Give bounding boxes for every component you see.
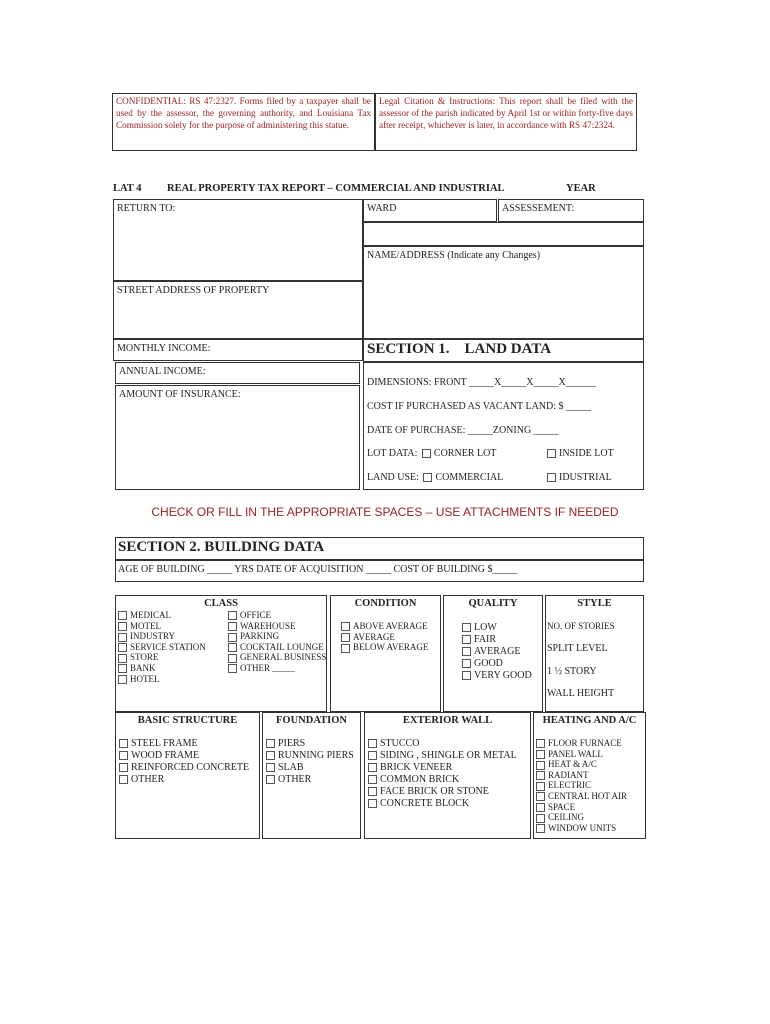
heating-ac-title: HEATING AND A/C: [542, 715, 637, 726]
style-story-field[interactable]: 1 ½ STORY: [547, 666, 597, 677]
monthly-income-label: MONTHLY INCOME:: [117, 343, 211, 354]
checkbox[interactable]: [536, 761, 545, 770]
checkbox[interactable]: [118, 622, 127, 631]
section-1-header: [363, 339, 644, 362]
street-address-label: STREET ADDRESS OF PROPERTY: [117, 285, 270, 296]
year-label: YEAR: [566, 183, 596, 194]
class-left-list: [118, 610, 206, 684]
checkbox[interactable]: [536, 771, 545, 780]
basic-structure-box: [115, 712, 260, 839]
checkbox[interactable]: [118, 675, 127, 684]
basic-structure-list: [119, 738, 249, 786]
inside-lot-label: INSIDE LOT: [559, 448, 614, 459]
annual-income-field[interactable]: [115, 362, 360, 384]
style-stories-field[interactable]: NO. OF STORIES: [547, 621, 615, 631]
section-2-title: SECTION 2. BUILDING DATA: [118, 539, 325, 555]
class-option[interactable]: OFFICE: [228, 610, 326, 621]
foundation-option[interactable]: RUNNING PIERS: [266, 750, 354, 762]
quality-box: [443, 595, 543, 712]
checkbox[interactable]: [118, 654, 127, 663]
inside-lot-checkbox[interactable]: [547, 449, 556, 458]
foundation-title: FOUNDATION: [276, 715, 347, 726]
checkbox[interactable]: [119, 775, 128, 784]
checkbox[interactable]: [118, 633, 127, 642]
class-option[interactable]: INDUSTRY: [118, 631, 206, 642]
style-title: STYLE: [577, 598, 612, 609]
cost-vacant-field[interactable]: COST IF PURCHASED AS VACANT LAND: $ _____: [367, 401, 592, 412]
checkbox[interactable]: [368, 787, 377, 796]
condition-option[interactable]: AVERAGE: [341, 632, 428, 643]
land-use-label: LAND USE:: [367, 472, 419, 483]
checkbox[interactable]: [228, 611, 237, 620]
exterior-wall-list: [368, 738, 517, 810]
condition-option[interactable]: BELOW AVERAGE: [341, 642, 428, 653]
name-address-label: NAME/ADDRESS (Indicate any Changes): [367, 250, 541, 261]
dimensions-field[interactable]: DIMENSIONS: FRONT _____X_____X_____X______: [367, 377, 596, 388]
class-option[interactable]: PARKING: [228, 631, 326, 642]
quality-option[interactable]: GOOD: [462, 658, 532, 670]
condition-box: [330, 595, 441, 712]
legal-citation-notice: Legal Citation & Instructions: This report shall be filed with the assessor of the parish indicated by April 1st or within forty-five days after receipt, whichever is later, in accordance with RS 47:2324.: [375, 93, 637, 151]
checkbox[interactable]: [266, 751, 275, 760]
name-address-field[interactable]: [363, 246, 644, 339]
insurance-field[interactable]: [115, 385, 360, 490]
style-wall-height-field[interactable]: WALL HEIGHT: [547, 688, 615, 699]
checkbox[interactable]: [341, 622, 350, 631]
quality-option[interactable]: VERY GOOD: [462, 670, 532, 682]
industrial-label: IDUSTRIAL: [559, 472, 612, 483]
basic-structure-title: BASIC STRUCTURE: [137, 715, 238, 726]
date-zoning-field[interactable]: DATE OF PURCHASE: _____ZONING _____: [367, 425, 559, 436]
condition-option[interactable]: ABOVE AVERAGE: [341, 621, 428, 632]
heating-ac-option[interactable]: SPACE: [536, 802, 627, 813]
checkbox[interactable]: [368, 775, 377, 784]
heating-ac-option[interactable]: WINDOW UNITS: [536, 823, 627, 834]
heating-ac-option[interactable]: HEAT & A/C: [536, 759, 627, 770]
checkbox[interactable]: [536, 739, 545, 748]
style-box: [545, 595, 644, 712]
heating-ac-list: [536, 738, 627, 833]
land-data-box: [363, 362, 644, 490]
checkbox[interactable]: [118, 611, 127, 620]
checkbox[interactable]: [368, 799, 377, 808]
class-box: [115, 595, 327, 712]
form-id: LAT 4: [113, 183, 142, 194]
exterior-wall-title: EXTERIOR WALL: [402, 715, 493, 726]
lot-data-label: LOT DATA:: [367, 448, 418, 459]
checkbox[interactable]: [341, 644, 350, 653]
heating-ac-option[interactable]: FLOOR FURNACE: [536, 738, 627, 749]
commercial-label: COMMERCIAL: [435, 472, 504, 483]
form-title: REAL PROPERTY TAX REPORT – COMMERCIAL AND INDUSTRIAL: [167, 183, 505, 194]
class-title: CLASS: [204, 598, 238, 609]
return-to-field[interactable]: [113, 199, 363, 281]
class-option[interactable]: MEDICAL: [118, 610, 206, 621]
foundation-list: [266, 738, 354, 786]
checkbox[interactable]: [368, 751, 377, 760]
quality-option[interactable]: LOW: [462, 622, 532, 634]
exterior-wall-box: [364, 712, 531, 839]
basic-structure-option[interactable]: WOOD FRAME: [119, 750, 249, 762]
heating-ac-option[interactable]: CEILING: [536, 812, 627, 823]
foundation-option[interactable]: OTHER: [266, 774, 354, 786]
basic-structure-option[interactable]: OTHER: [119, 774, 249, 786]
building-info-field[interactable]: AGE OF BUILDING _____ YRS DATE OF ACQUISITION _____ COST OF BUILDING $_____: [118, 564, 518, 575]
assessment-field[interactable]: [498, 199, 644, 222]
checkbox[interactable]: [462, 671, 471, 680]
checkbox[interactable]: [118, 643, 127, 652]
checkbox[interactable]: [536, 782, 545, 791]
heating-ac-option[interactable]: ELECTRIC: [536, 780, 627, 791]
quality-option[interactable]: FAIR: [462, 634, 532, 646]
corner-lot-checkbox[interactable]: [422, 449, 431, 458]
checkbox[interactable]: [536, 750, 545, 759]
building-info-row: [115, 560, 644, 582]
exterior-wall-option[interactable]: STUCCO: [368, 738, 517, 750]
checkbox[interactable]: [536, 803, 545, 812]
checkbox[interactable]: [228, 633, 237, 642]
corner-lot-label: CORNER LOT: [433, 448, 497, 459]
quality-list: [462, 622, 532, 682]
confidential-notice: CONFIDENTIAL: RS 47:2327. Forms filed by a taxpayer shall be used by the assessor, the governing authority, and Louisiana Tax Commission solely for the purpose of administering this statue.: [112, 93, 375, 151]
checkbox[interactable]: [266, 775, 275, 784]
checkbox[interactable]: [462, 647, 471, 656]
checkbox[interactable]: [462, 635, 471, 644]
checkbox[interactable]: [536, 824, 545, 833]
ward-field[interactable]: [363, 199, 497, 222]
checkbox[interactable]: [266, 763, 275, 772]
basic-structure-option[interactable]: STEEL FRAME: [119, 738, 249, 750]
ward-label: WARD: [367, 203, 397, 214]
checkbox[interactable]: [118, 664, 127, 673]
heating-ac-option[interactable]: CENTRAL HOT AIR: [536, 791, 627, 802]
class-option[interactable]: STORE: [118, 652, 206, 663]
basic-structure-option[interactable]: REINFORCED CONCRETE: [119, 762, 249, 774]
exterior-wall-option[interactable]: FACE BRICK OR STONE: [368, 786, 517, 798]
checkbox[interactable]: [368, 739, 377, 748]
section-2-header: [115, 537, 644, 560]
quality-title: QUALITY: [468, 598, 518, 609]
class-option[interactable]: HOTEL: [118, 674, 206, 685]
class-option[interactable]: COCKTAIL LOUNGE: [228, 642, 326, 653]
instruction-text: CHECK OR FILL IN THE APPROPRIATE SPACES – USE ATTACHMENTS IF NEEDED: [151, 505, 619, 519]
checkbox[interactable]: [119, 763, 128, 772]
section-1-title: SECTION 1. LAND DATA: [367, 341, 552, 357]
commercial-checkbox[interactable]: [423, 473, 432, 482]
checkbox[interactable]: [341, 633, 350, 642]
checkbox[interactable]: [462, 659, 471, 668]
checkbox[interactable]: [228, 622, 237, 631]
street-address-field[interactable]: [113, 281, 363, 339]
checkbox[interactable]: [228, 664, 237, 673]
annual-income-label: ANNUAL INCOME:: [119, 366, 206, 377]
foundation-option[interactable]: SLAB: [266, 762, 354, 774]
class-right-list: [228, 610, 326, 674]
checkbox[interactable]: [536, 792, 545, 801]
exterior-wall-option[interactable]: COMMON BRICK: [368, 774, 517, 786]
exterior-wall-option[interactable]: SIDING , SHINGLE OR METAL: [368, 750, 517, 762]
checkbox[interactable]: [462, 623, 471, 632]
class-option[interactable]: WAREHOUSE: [228, 621, 326, 632]
checkbox[interactable]: [119, 751, 128, 760]
monthly-income-field[interactable]: [113, 339, 363, 361]
checkbox[interactable]: [368, 763, 377, 772]
condition-title: CONDITION: [354, 598, 417, 609]
checkbox[interactable]: [266, 739, 275, 748]
return-to-label: RETURN TO:: [117, 203, 176, 214]
checkbox[interactable]: [536, 814, 545, 823]
checkbox[interactable]: [228, 643, 237, 652]
class-option[interactable]: SERVICE STATION: [118, 642, 206, 653]
class-option[interactable]: OTHER _____: [228, 663, 326, 674]
style-split-level-field[interactable]: SPLIT LEVEL: [547, 643, 608, 654]
industrial-checkbox[interactable]: [547, 473, 556, 482]
foundation-box: [262, 712, 361, 839]
heating-ac-option[interactable]: RADIANT: [536, 770, 627, 781]
blank-field[interactable]: [363, 222, 644, 246]
insurance-label: AMOUNT OF INSURANCE:: [119, 389, 241, 400]
checkbox[interactable]: [119, 739, 128, 748]
quality-option[interactable]: AVERAGE: [462, 646, 532, 658]
class-option[interactable]: BANK: [118, 663, 206, 674]
foundation-option[interactable]: PIERS: [266, 738, 354, 750]
checkbox[interactable]: [228, 654, 237, 663]
exterior-wall-option[interactable]: CONCRETE BLOCK: [368, 798, 517, 810]
heating-ac-box: [533, 712, 646, 839]
class-option[interactable]: MOTEL: [118, 621, 206, 632]
class-option[interactable]: GENERAL BUSINESS: [228, 652, 326, 663]
heating-ac-option[interactable]: PANEL WALL: [536, 749, 627, 760]
assessment-label: ASSESSEMENT:: [502, 203, 575, 214]
exterior-wall-option[interactable]: BRICK VENEER: [368, 762, 517, 774]
condition-list: [341, 621, 428, 653]
